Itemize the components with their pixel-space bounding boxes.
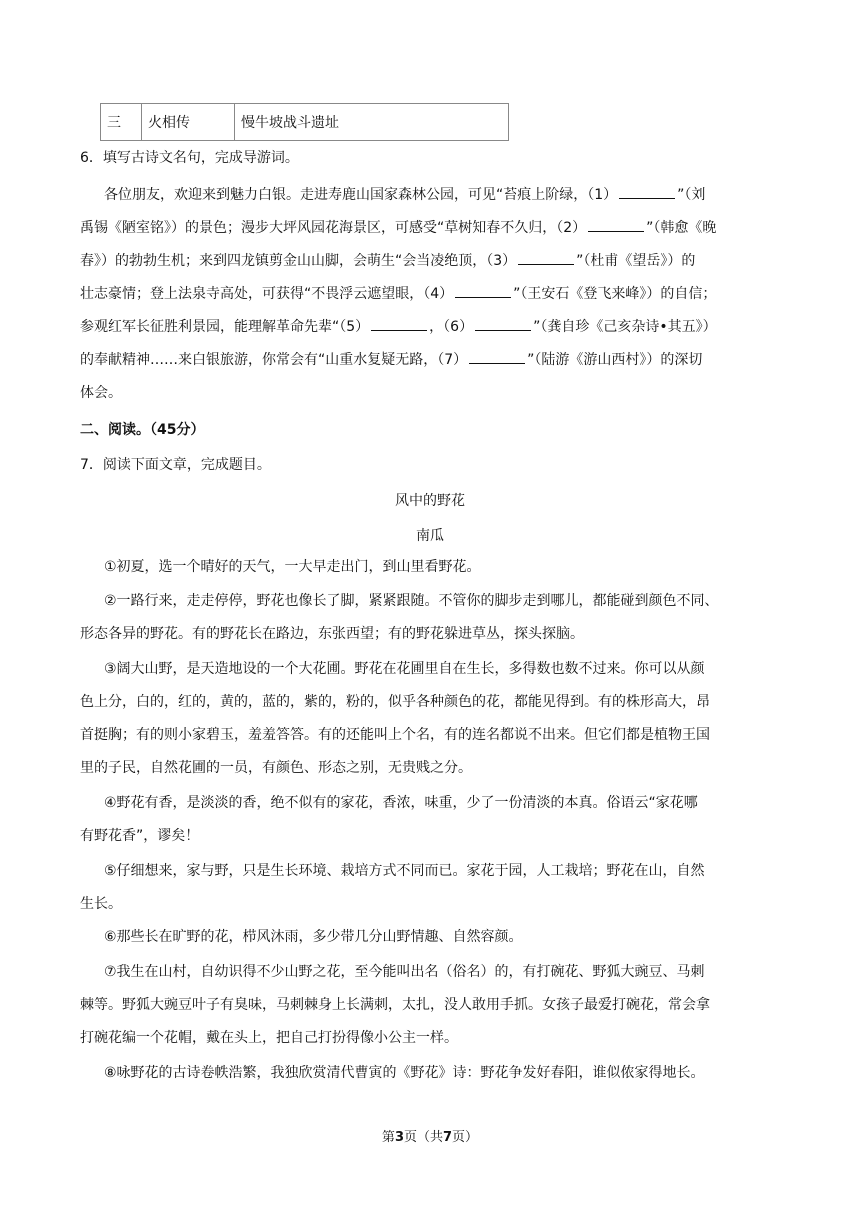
paragraph-5-line-2: 生长。: [80, 896, 122, 912]
paragraph-3-line-1: ③阔大山野，是天造地设的一个大花圃。野花在花圃里自在生长，多得数也数不过来。你可以从颜: [104, 661, 705, 677]
q6-line-5: 参观红军长征胜利景园，能理解革命先辈“（5） ，（6） ”（龚自珍《己亥杂诗•其五》）: [80, 316, 780, 338]
paragraph-8: ⑧咏野花的古诗卷帙浩繁，我独欣赏清代曹寅的《野花》诗：野花争发好春阳，谁似侬家得地长。: [104, 1065, 705, 1081]
paragraph-2-line-1: ②一路行来，走走停停，野花也像长了脚，紧紧跟随。不管你的脚步走到哪儿，都能碰到颜色不同、: [104, 593, 719, 609]
paragraph-4-line-1: ④野花有香，是淡淡的香，绝不似有的家花，香浓，味重，少了一份清淡的本真。俗语云“家花哪: [104, 795, 698, 811]
section-2-heading: 二、阅读。（45分）: [80, 422, 205, 438]
q6-line-7: 体会。: [80, 385, 122, 401]
answer-blank-1[interactable]: [619, 184, 675, 199]
paragraph-6: ⑥那些长在旷野的花，栉风沐雨，多少带几分山野情趣、自然容颜。: [104, 929, 523, 945]
answer-blank-7[interactable]: [469, 349, 525, 364]
paragraph-2-line-2: 形态各异的野花。有的野花长在路边，东张西望；有的野花躲进草丛，探头探脑。: [80, 626, 584, 642]
page-footer: 第3页（共7页）: [381, 1130, 479, 1145]
q6-line-3: 春》）的勃勃生机；来到四龙镇剪金山山脚，会萌生“会当凌绝顶，（3） ”（杜甫《望岳》）的: [80, 250, 780, 272]
answer-blank-2[interactable]: [588, 217, 644, 232]
answer-blank-6[interactable]: [475, 316, 531, 331]
page-number: 3: [394, 1130, 404, 1145]
paragraph-7-line-2: 棘等。野狐大豌豆叶子有臭味，马刺棘身上长满刺，太扎，没人敢用手抓。女孩子最爱打碗花，常会拿: [80, 997, 710, 1013]
q6-line-1: 各位朋友，欢迎来到魅力白银。走进寿鹿山国家森林公园，可见“苔痕上阶绿，（1） ”（刘: [104, 184, 784, 206]
answer-blank-3[interactable]: [518, 250, 574, 265]
q6-line-4: 壮志豪情；登上法泉寺高处，可获得“不畏浮云遮望眼，（4） ”（王安石《登飞来峰》）的自信；: [80, 283, 780, 305]
table-cell-site: 慢牛坡战斗遗址: [235, 104, 509, 141]
question-7-heading: 7．阅读下面文章，完成题目。: [80, 457, 271, 473]
table-cell-number: 三: [101, 104, 142, 141]
q6-line-6: 的奉献精神……来白银旅游，你常会有“山重水复疑无路，（7） ”（陆游《游山西村》）的深切: [80, 349, 780, 371]
paragraph-7-line-1: ⑦我生在山村，自幼识得不少山野之花，至今能叫出名（俗名）的，有打碗花、野狐大豌豆、马刺: [104, 964, 705, 980]
paragraph-5-line-1: ⑤仔细想来，家与野，只是生长环境、栽培方式不同而已。家花于园，人工栽培；野花在山，自然: [104, 863, 705, 879]
paragraph-3-line-4: 里的子民，自然花圃的一员，有颜色、形态之别，无贵贱之分。: [80, 760, 472, 776]
answer-blank-4[interactable]: [455, 283, 511, 298]
table-row: [101, 104, 509, 141]
article-author: 南瓜: [416, 528, 444, 544]
article-title: 风中的野花: [395, 493, 465, 509]
answer-blank-5[interactable]: [371, 316, 427, 331]
paragraph-1: ①初夏，选一个晴好的天气，一大早走出门，到山里看野花。: [104, 559, 481, 575]
total-pages: 7: [443, 1130, 453, 1145]
question-6-heading: 6．填写古诗文名句，完成导游词。: [80, 150, 299, 166]
paragraph-3-line-2: 色上分，白的，红的，黄的，蓝的，紫的，粉的，似乎各种颜色的花，都能见得到。有的株形高大，昂: [80, 694, 710, 710]
paragraph-7-line-3: 打碗花编一个花帽，戴在头上，把自己打扮得像小公主一样。: [80, 1030, 458, 1046]
q6-line-2: 禹锡《陋室铭》）的景色；漫步大坪风园花海景区，可感受“草树知春不久归，（2） ”（韩愈《晚: [80, 217, 780, 239]
site-table: [100, 103, 509, 141]
paragraph-3-line-3: 首挺胸；有的则小家碧玉，羞羞答答。有的还能叫上个名，有的连名都说不出来。但它们都是植物王国: [80, 727, 710, 743]
table-cell-name: 火相传: [142, 104, 235, 141]
paragraph-4-line-2: 有野花香”，谬矣！: [80, 828, 200, 844]
